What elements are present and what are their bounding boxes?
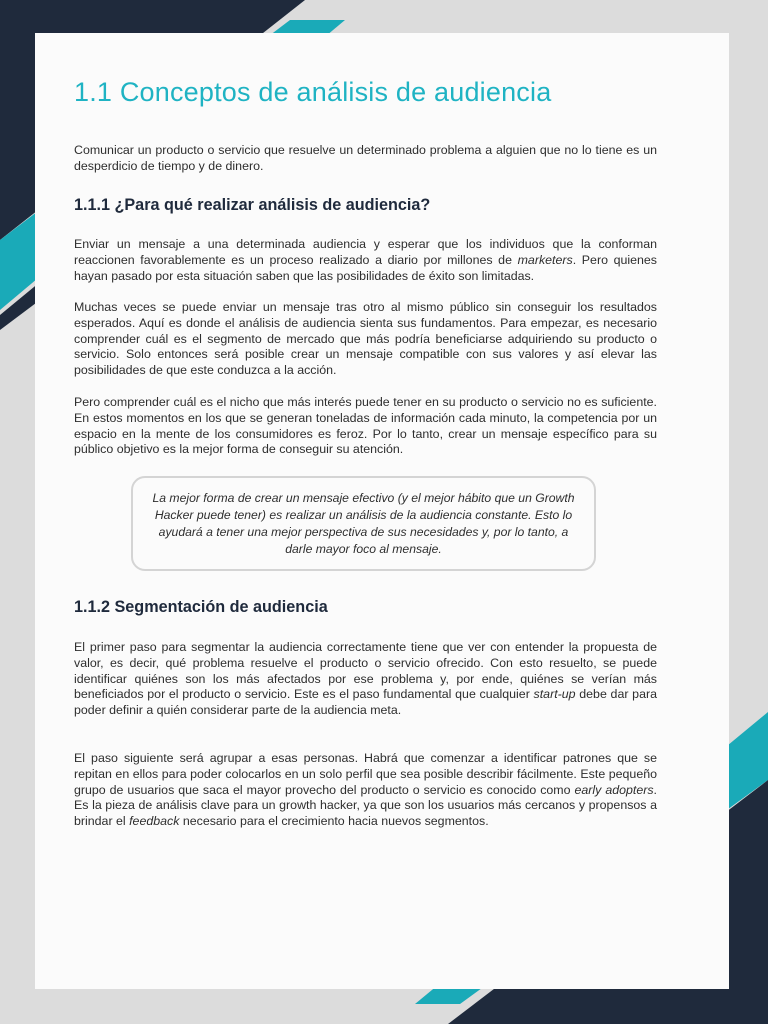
text-run: necesario para el crecimiento hacia nuevos segmentos. [179,814,489,829]
text-run-italic: feedback [129,814,180,829]
text-run-italic: early adopters [574,782,654,797]
callout-quote-box: La mejor forma de crear un mensaje efectivo (y el mejor hábito que un Growth Hacker puede tener) es realizar un análisis de la audiencia constante. Esto lo ayudará a tener una mejor perspectiva de sus necesidades y, por lo tanto, a darle mayor foco al mensaje. [131,476,596,571]
document-page [35,33,729,989]
text-run-italic: marketers [517,252,573,267]
section1-paragraph-1 [74,237,657,284]
text-run: debe dar para poder definir a quién considerar parte de la audiencia meta. [74,687,657,718]
section2-paragraph-1 [74,640,657,719]
page-title: 1.1 Conceptos de análisis de audiencia [74,77,552,107]
section-heading-1-1-2: 1.1.2 Segmentación de audiencia [74,598,328,616]
text-run: El paso siguiente será agrupar a esas personas. Habrá que comenzar a identificar patrones que se repitan en ellos para poder colocarlos en un solo perfil que sea posible describir fácilmente. Este pequeño grupo de usuarios que saca el mayor provecho del producto o servicio es conocido como [74,751,657,797]
text-run: . Pero quienes hayan pasado por esta situación saben que las posibilidades de éxito son limitadas. [74,252,657,283]
text-run-italic: start-up [533,687,576,702]
text-run: . Es la pieza de análisis clave para un growth hacker, ya que son los usuarios más cercanos y propensos a brindar el [74,782,657,829]
section1-paragraph-3: Pero comprender cuál es el nicho que más interés puede tener en su producto o servicio no es suficiente. En estos momentos en los que se generan toneladas de información cada minuto, la competencia por un espacio en la mente de los consumidores es feroz. Por lo tanto, crear un mensaje específico para su público objetivo es la mejor forma de conseguir su atención. [74,395,657,457]
intro-paragraph: Comunicar un producto o servicio que resuelve un determinado problema a alguien que no lo tiene es un desperdicio de tiempo y de dinero. [74,143,657,173]
text-run: El primer paso para segmentar la audiencia correctamente tiene que ver con entender la propuesta de valor, es decir, qué problema resuelve el producto o servicio ofrecido. Con esto resuelto, se puede identificar quiénes son los más afectados por ese problema y, por ende, quiénes se verían más beneficiados por el producto o servicio. Este es el paso fundamental que cualquier [74,640,657,702]
text-run: Enviar un mensaje a una determinada audiencia y esperar que los individuos que la conforman reaccionen favorablemente es un proceso realizado a diario por millones de [74,237,657,267]
section2-paragraph-2 [74,751,657,830]
section1-paragraph-2: Muchas veces se puede enviar un mensaje tras otro al mismo público sin conseguir los resultados esperados. Aquí es donde el análisis de audiencia sienta sus fundamentos. Para empezar, es necesario comprender cuál es el segmento de mercado que más podría beneficiarse adquiriendo su producto o servicio. Solo entonces será posible crear un mensaje compatible con sus valores y así elevar las posibilidades de que este conduzca a la acción. [74,300,657,378]
section-heading-1-1-1: 1.1.1 ¿Para qué realizar análisis de audiencia? [74,196,431,214]
